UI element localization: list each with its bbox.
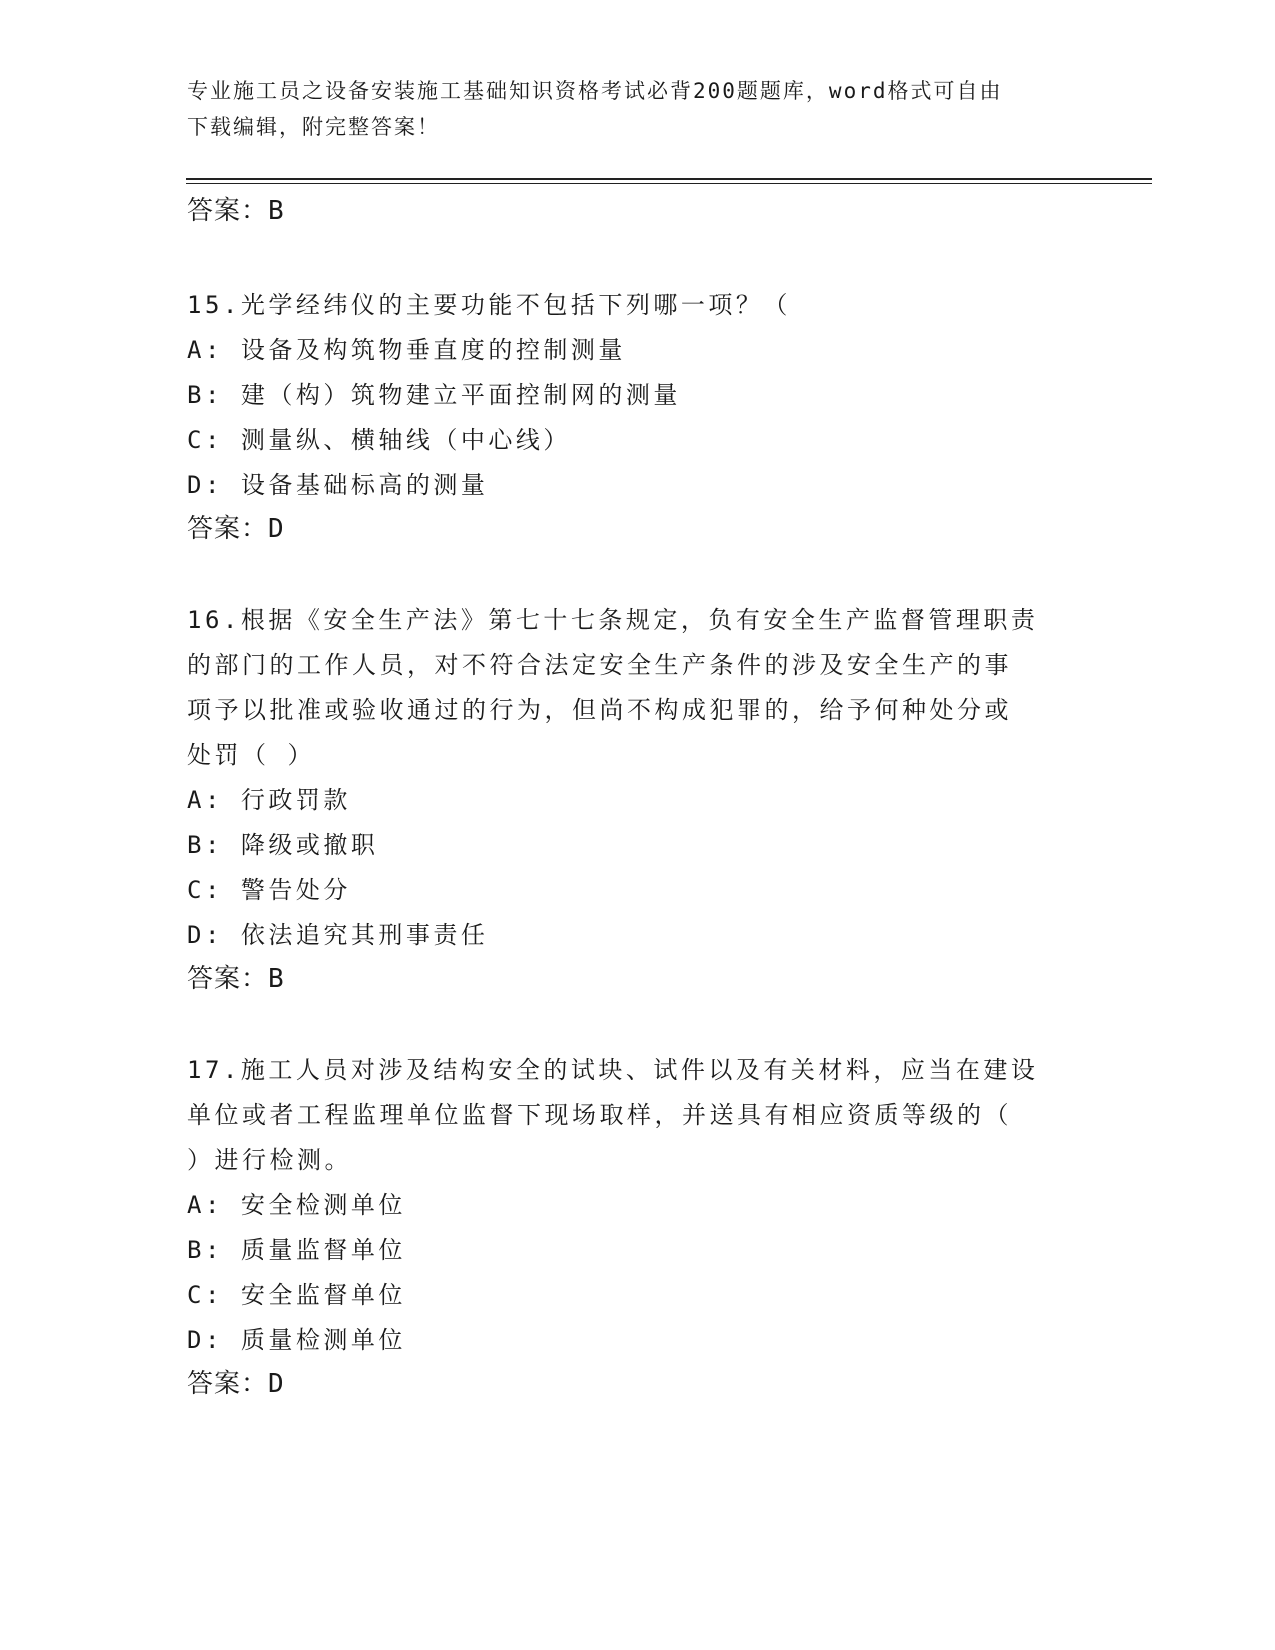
question-16-text-line-3: 项予以批准或验收通过的行为，但尚不构成犯罪的，给予何种处分或	[187, 696, 1012, 724]
document-header	[187, 73, 1067, 145]
answer-label: 答案：	[187, 1369, 269, 1399]
question-17-option-a: A: 安全检测单位	[187, 1191, 406, 1219]
question-17-answer	[187, 1363, 285, 1400]
question-16-answer	[187, 958, 285, 995]
answer-line	[187, 190, 285, 227]
question-15-option-a: A: 设备及构筑物垂直度的控制测量	[187, 336, 626, 364]
header-line-1: 专业施工员之设备安装施工基础知识资格考试必背200题题库，word格式可自由	[187, 79, 1003, 103]
answer-value: D	[268, 514, 285, 544]
question-16-text-line-1: 16.根据《安全生产法》第七十七条规定，负有安全生产监督管理职责	[187, 606, 1039, 634]
question-17-option-c: C: 安全监督单位	[187, 1281, 406, 1309]
question-17-text-line-3: ）进行检测。	[187, 1146, 352, 1174]
question-16-text-line-2: 的部门的工作人员，对不符合法定安全生产条件的涉及安全生产的事	[187, 651, 1012, 679]
question-15-option-c: C: 测量纵、横轴线（中心线）	[187, 426, 571, 454]
question-15-text: 15.光学经纬仪的主要功能不包括下列哪一项？（	[187, 291, 791, 319]
question-16-option-d: D: 依法追究其刑事责任	[187, 921, 489, 949]
header-divider	[186, 178, 1152, 180]
question-16-option-c: C: 警告处分	[187, 876, 351, 904]
question-16-option-a: A: 行政罚款	[187, 786, 351, 814]
question-16-text-line-4: 处罚（ ）	[187, 741, 315, 769]
answer-value: B	[268, 964, 285, 994]
answer-value: D	[268, 1369, 285, 1399]
question-17-option-d: D: 质量检测单位	[187, 1326, 406, 1354]
question-15-answer	[187, 508, 285, 545]
header-line-2: 下载编辑，附完整答案！	[187, 115, 440, 139]
header-divider-thin	[186, 183, 1152, 184]
question-15-option-d: D: 设备基础标高的测量	[187, 471, 489, 499]
question-17-option-b: B: 质量监督单位	[187, 1236, 406, 1264]
question-17-text-line-2: 单位或者工程监理单位监督下现场取样，并送具有相应资质等级的（	[187, 1101, 1012, 1129]
question-17-text-line-1: 17.施工人员对涉及结构安全的试块、试件以及有关材料，应当在建设	[187, 1056, 1039, 1084]
answer-label: 答案：	[187, 196, 269, 226]
answer-label: 答案：	[187, 964, 269, 994]
answer-value: B	[268, 196, 285, 226]
answer-label: 答案：	[187, 514, 269, 544]
question-15-option-b: B: 建（构）筑物建立平面控制网的测量	[187, 381, 681, 409]
question-16-option-b: B: 降级或撤职	[187, 831, 379, 859]
